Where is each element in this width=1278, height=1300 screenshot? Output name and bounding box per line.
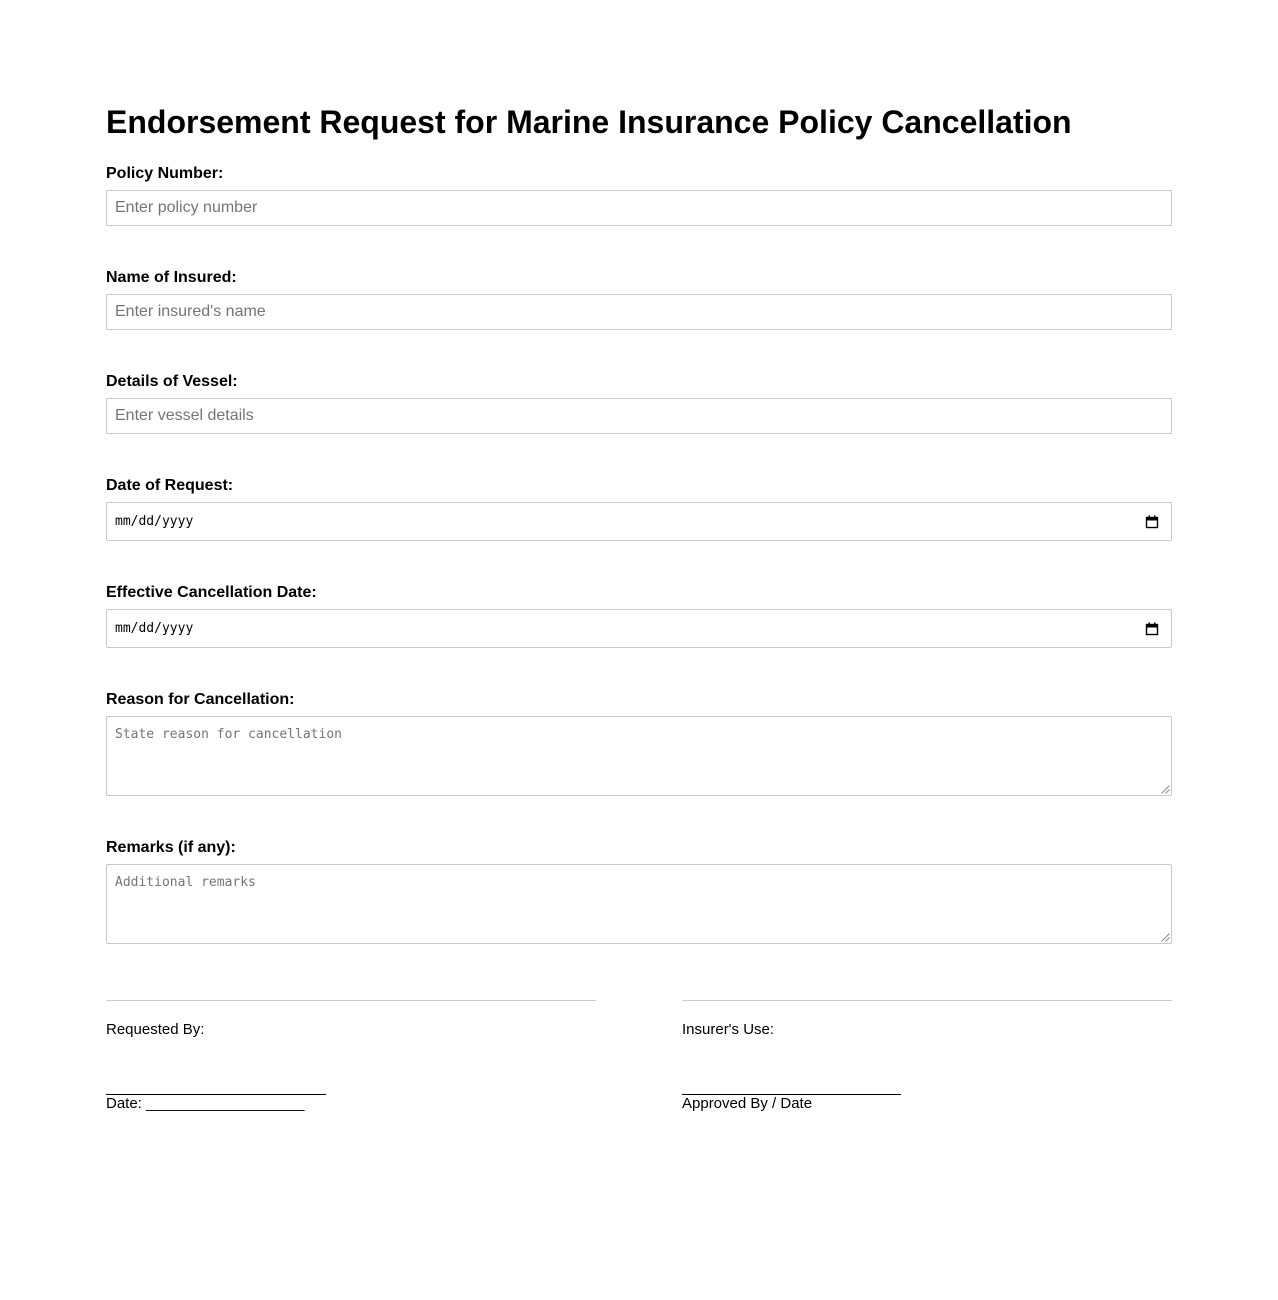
insured-name-label: Name of Insured:	[106, 269, 237, 286]
policy-number-label: Policy Number:	[106, 165, 224, 182]
resize-grip-icon[interactable]	[1161, 933, 1170, 942]
insured-name-placeholder: Enter insured's name	[115, 303, 266, 320]
remarks-placeholder: Additional remarks	[115, 875, 256, 890]
policy-number-placeholder: Enter policy number	[115, 199, 258, 216]
approved-by-date: Approved By / Date	[682, 1095, 813, 1112]
cancellation-date-label: Effective Cancellation Date:	[106, 584, 317, 601]
remarks-label: Remarks (if any):	[106, 839, 236, 856]
request-date-input[interactable]	[106, 502, 1172, 541]
requested-by-divider	[106, 1000, 596, 1001]
cancellation-date-input[interactable]	[106, 609, 1172, 648]
reason-textarea[interactable]	[106, 716, 1172, 796]
policy-number-input[interactable]	[106, 190, 1172, 226]
reason-placeholder: State reason for cancellation	[115, 727, 342, 742]
vessel-details-label: Details of Vessel:	[106, 373, 238, 390]
insurer-use-divider	[682, 1000, 1172, 1001]
requested-by-date: Date: ___________________	[106, 1095, 305, 1112]
calendar-icon[interactable]	[1145, 515, 1159, 529]
vessel-details-input[interactable]	[106, 398, 1172, 434]
calendar-icon[interactable]	[1145, 622, 1159, 636]
request-date-format: mm/dd/yyyy	[115, 514, 194, 529]
reason-label: Reason for Cancellation:	[106, 691, 295, 708]
insured-name-input[interactable]	[106, 294, 1172, 330]
remarks-textarea[interactable]	[106, 864, 1172, 944]
page-title: Endorsement Request for Marine Insurance Policy Cancellation	[106, 104, 1072, 140]
insurer-use-label: Insurer's Use:	[682, 1021, 775, 1038]
cancellation-date-format: mm/dd/yyyy	[115, 621, 194, 636]
requested-by-label: Requested By:	[106, 1021, 205, 1038]
request-date-label: Date of Request:	[106, 477, 234, 494]
resize-grip-icon[interactable]	[1161, 785, 1170, 794]
vessel-details-placeholder: Enter vessel details	[115, 407, 254, 424]
